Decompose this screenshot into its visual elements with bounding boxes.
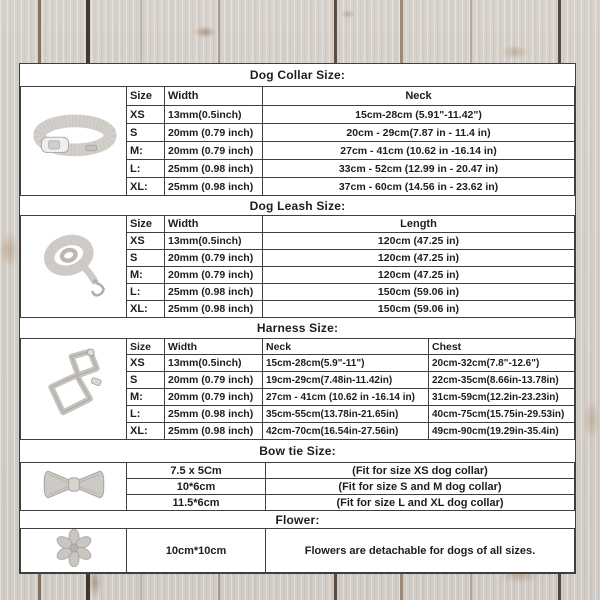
leash-product-image [21,216,127,318]
size-cell: XL: [127,301,165,318]
width-cell: 25mm (0.98 inch) [165,178,263,196]
length-cell: 120cm (47.25 in) [263,250,575,267]
harness-col-header-chest: Chest [429,339,575,355]
size-cell: S [127,124,165,142]
harness-header-row [21,339,575,355]
length-cell: 150cm (59.06 in) [263,301,575,318]
size-cell: M: [127,142,165,160]
size-cell: L: [127,160,165,178]
collar-size-table [20,86,575,196]
width-cell: 20mm (0.79 inch) [165,142,263,160]
collar-col-header-size: Size [127,87,165,106]
size-cell: M: [127,267,165,284]
bowtie-size-cell: 10*6cm [127,479,266,495]
width-cell: 25mm (0.98 inch) [165,423,263,440]
width-cell: 25mm (0.98 inch) [165,160,263,178]
width-cell: 13mm(0.5inch) [165,233,263,250]
bowtie-size-cell: 7.5 x 5Cm [127,463,266,479]
harness-col-header-width: Width [165,339,263,355]
size-cell: XS [127,233,165,250]
leash-section-title: Dog Leash Size: [249,198,346,213]
bowtie-fit-cell: (Fit for size L and XL dog collar) [266,495,575,511]
neck-cell: 15cm-28cm (5.91"-11.42") [263,106,575,124]
size-cell: M: [127,389,165,406]
chest-cell: 22cm-35cm(8.66in-13.78in) [429,372,575,389]
neck-cell: 27cm - 41cm (10.62 in -16.14 in) [263,389,429,406]
dog-harness-icon [36,344,112,430]
bowtie-fit-cell: (Fit for size S and M dog collar) [266,479,575,495]
neck-cell: 37cm - 60cm (14.56 in - 23.62 in) [263,178,575,196]
size-cell: XS [127,106,165,124]
neck-cell: 15cm-28cm(5.9"-11") [263,355,429,372]
bow-tie-icon [41,466,107,503]
width-cell: 25mm (0.98 inch) [165,406,263,423]
leash-col-header-width: Width [165,216,263,233]
chest-cell: 31cm-59cm(12.2in-23.23in) [429,389,575,406]
harness-col-header-size: Size [127,339,165,355]
collar-col-header-width: Width [165,87,263,106]
width-cell: 20mm (0.79 inch) [165,372,263,389]
collar-header-row [21,87,575,106]
flower-product-image [21,529,127,573]
size-cell: XL: [127,423,165,440]
neck-cell: 20cm - 29cm(7.87 in - 11.4 in) [263,124,575,142]
width-cell: 20mm (0.79 inch) [165,250,263,267]
neck-cell: 33cm - 52cm (12.99 in - 20.47 in) [263,160,575,178]
size-cell: S [127,372,165,389]
bowtie-size-cell: 11.5*6cm [127,495,266,511]
leash-col-header-size: Size [127,216,165,233]
size-cell: XS [127,355,165,372]
size-cell: L: [127,284,165,301]
chest-cell: 40cm-75cm(15.75in-29.53in) [429,406,575,423]
flower-icon [55,529,93,567]
collar-section-title: Dog Collar Size: [249,68,346,82]
flower-note-cell: Flowers are detachable for dogs of all sizes. [266,529,575,573]
collar-col-header-neck: Neck [263,87,575,106]
leash-header-row [21,216,575,233]
bowtie-fit-cell: (Fit for size XS dog collar) [266,463,575,479]
width-cell: 20mm (0.79 inch) [165,124,263,142]
bowtie-section-title: Bow tie Size: [259,444,336,458]
size-cell: S [127,250,165,267]
harness-size-table [20,338,575,440]
width-cell: 20mm (0.79 inch) [165,267,263,284]
length-cell: 120cm (47.25 in) [263,267,575,284]
collar-product-image [21,87,127,196]
chest-cell: 20cm-32cm(7.8"-12.6") [429,355,575,372]
bowtie-size-table [20,462,575,511]
flower-size-table [20,528,575,573]
size-chart-panel [19,63,576,574]
size-cell: XL: [127,178,165,196]
length-cell: 150cm (59.06 in) [263,284,575,301]
width-cell: 20mm (0.79 inch) [165,389,263,406]
neck-cell: 35cm-55cm(13.78in-21.65in) [263,406,429,423]
length-cell: 120cm (47.25 in) [263,233,575,250]
harness-product-image [21,339,127,440]
table-row [21,463,575,479]
harness-col-header-neck: Neck [263,339,429,355]
neck-cell: 19cm-29cm(7.48in-11.42in) [263,372,429,389]
bowtie-product-image [21,463,127,511]
chest-cell: 49cm-90cm(19.29in-35.4in) [429,423,575,440]
table-row [21,529,575,573]
neck-cell: 42cm-70cm(16.54in-27.56in) [263,423,429,440]
flower-size-cell: 10cm*10cm [127,529,266,573]
neck-cell: 27cm - 41cm (10.62 in -16.14 in) [263,142,575,160]
leash-size-table [20,215,575,318]
width-cell: 25mm (0.98 inch) [165,284,263,301]
flower-section-title: Flower: [275,512,320,527]
dog-leash-icon [30,224,118,304]
width-cell: 13mm(0.5inch) [165,106,263,124]
dog-collar-icon [28,101,120,177]
width-cell: 25mm (0.98 inch) [165,301,263,318]
size-cell: L: [127,406,165,423]
leash-col-header-length: Length [263,216,575,233]
width-cell: 13mm(0.5inch) [165,355,263,372]
harness-section-title: Harness Size: [256,321,339,335]
